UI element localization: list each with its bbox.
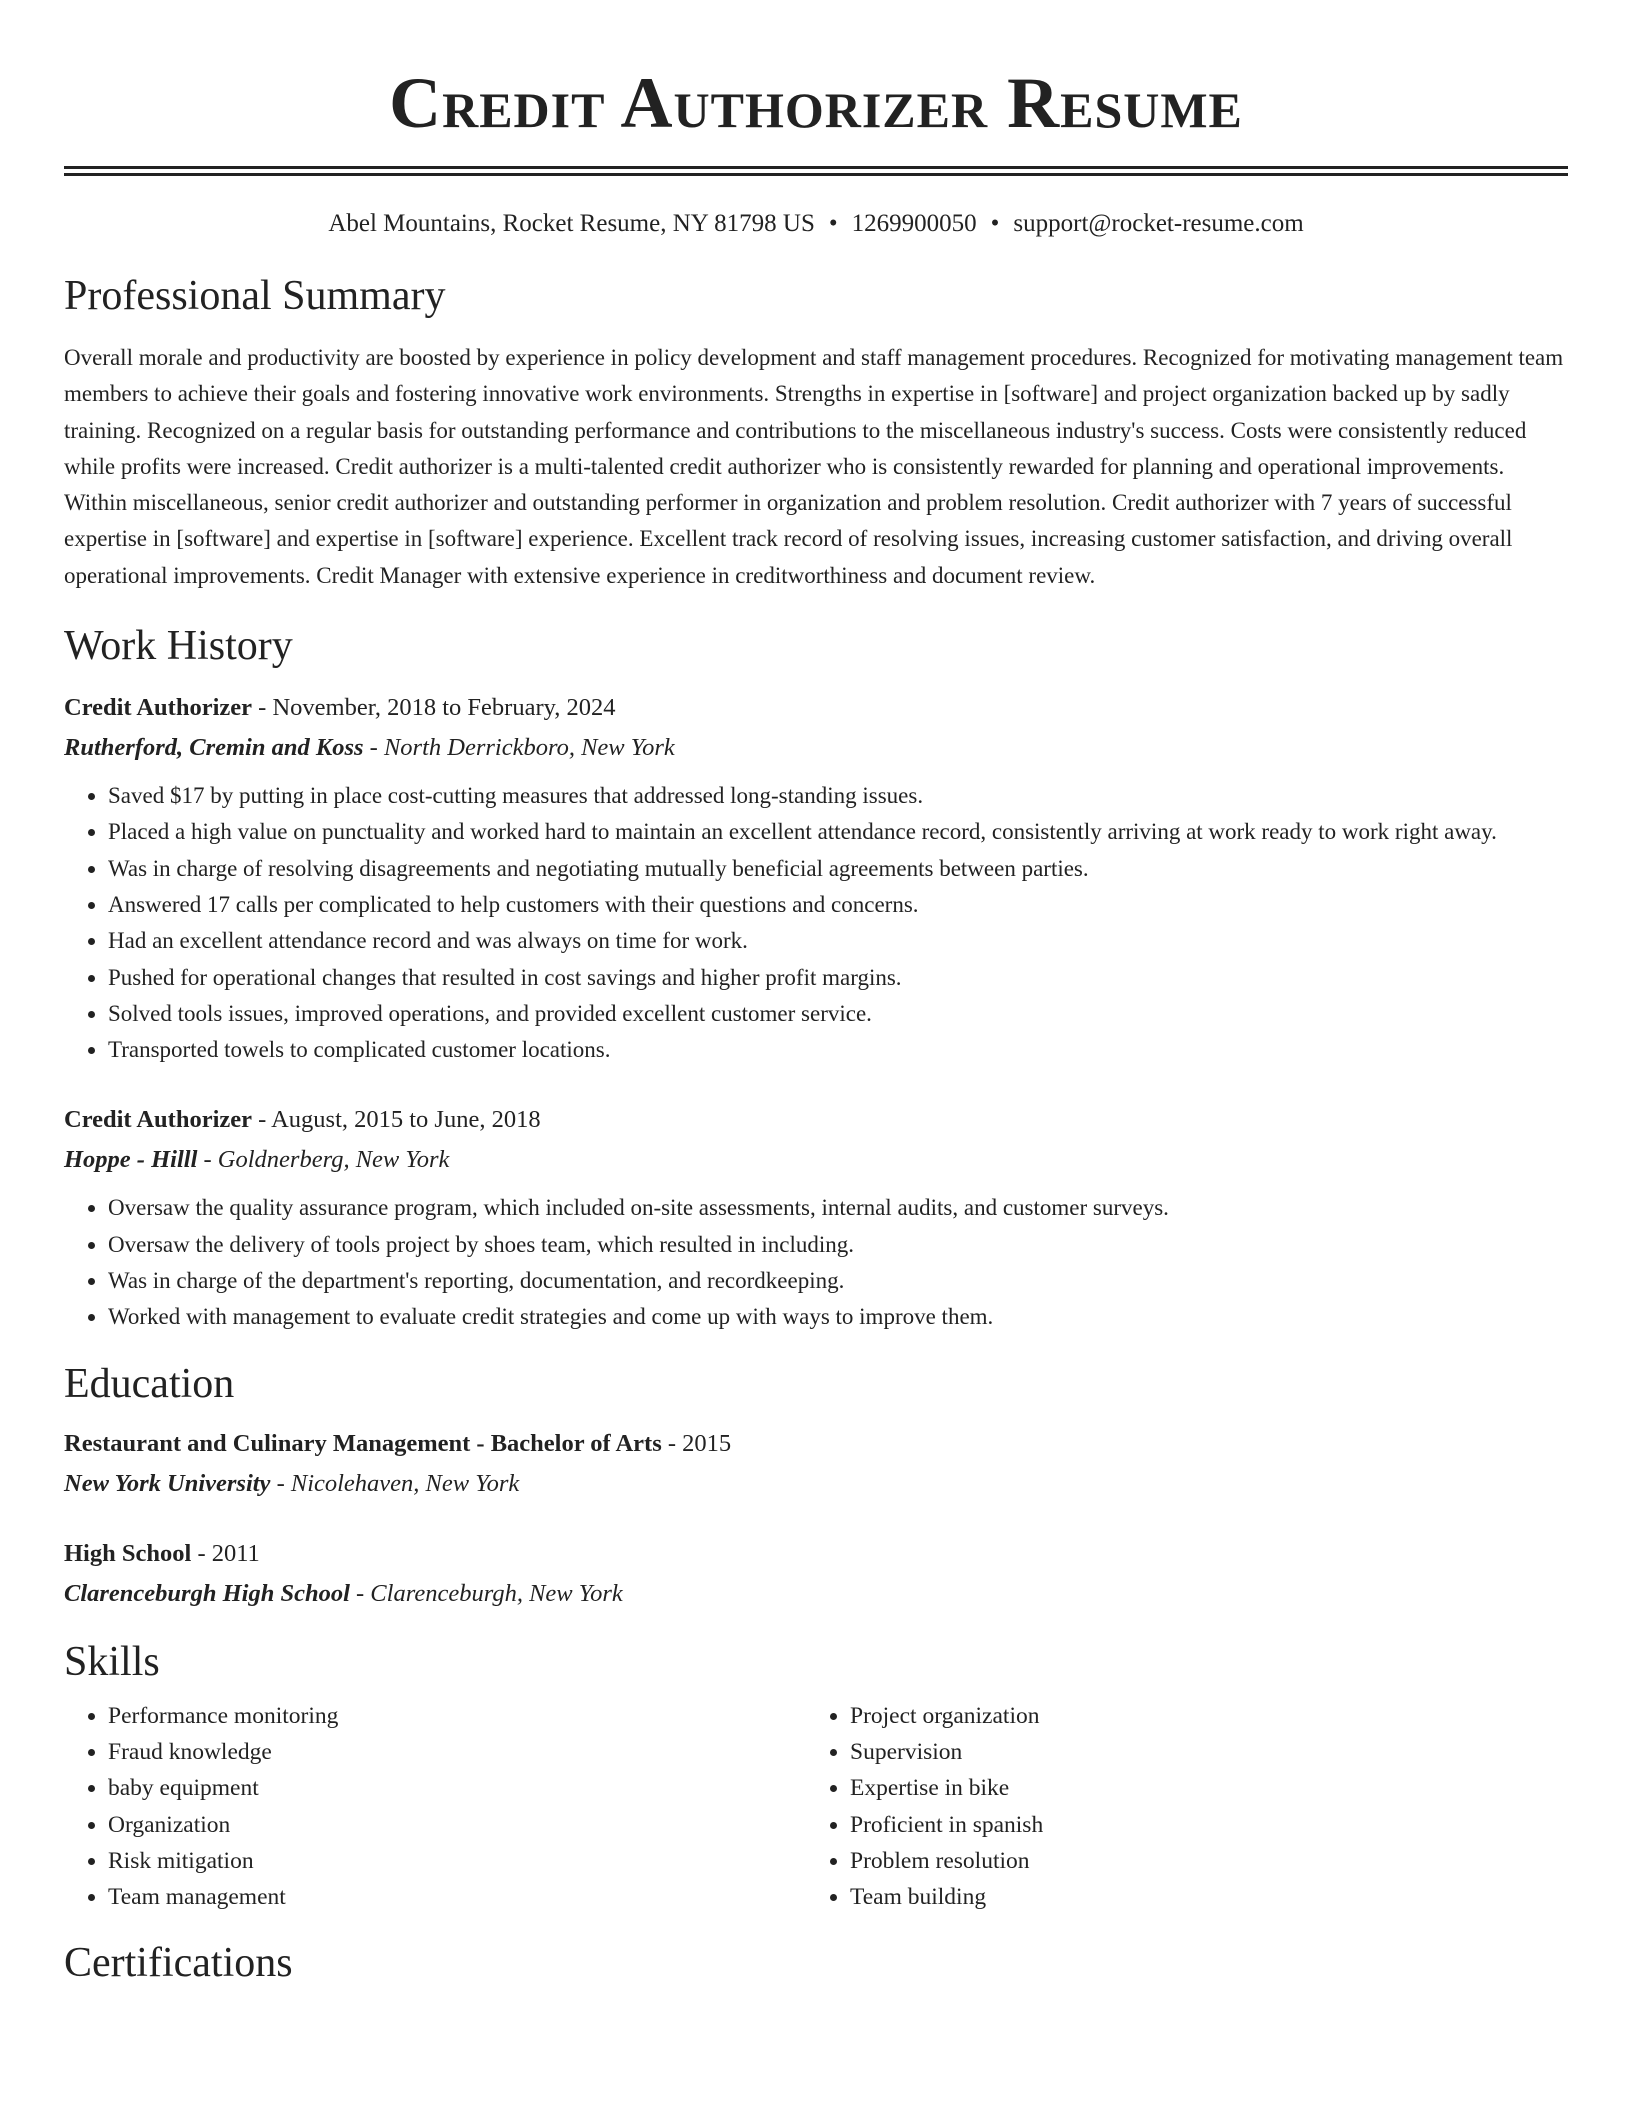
- list-item: • Proficient in spanish: [850, 1807, 1043, 1843]
- skills-column-left: [64, 1698, 806, 1916]
- list-item: • Team management: [108, 1879, 806, 1915]
- education-entry: [64, 1534, 1568, 1614]
- skills-column-right: [806, 1698, 1043, 1916]
- list-item: • Worked with management to evaluate credit strategies and come up with ways to improve them.: [108, 1299, 1568, 1335]
- job-dates: - November, 2018 to February, 2024: [252, 694, 616, 722]
- school-location: - Clarenceburgh, New York: [349, 1579, 623, 1607]
- list-item: • Team building: [850, 1879, 1043, 1915]
- skills-list: [64, 1698, 1568, 1916]
- title-divider: [64, 166, 1568, 176]
- degree-line: [64, 1534, 1568, 1574]
- list-item: • Solved tools issues, improved operations, and provided excellent customer service.: [108, 996, 1568, 1032]
- contact-address: Abel Mountains, Rocket Resume, NY 81798 US: [328, 210, 815, 237]
- list-item: • Supervision: [850, 1734, 1043, 1770]
- school-name: Clarenceburgh High School: [64, 1579, 350, 1607]
- company-name: Hoppe - Hilll: [64, 1146, 198, 1174]
- degree: High School: [64, 1539, 192, 1567]
- graduation-year: - 2011: [191, 1539, 260, 1567]
- company-line: [64, 728, 1568, 768]
- list-item: • Risk mitigation: [108, 1843, 806, 1879]
- contact-separator: •: [828, 210, 838, 237]
- certifications-heading: Certifications: [64, 1940, 293, 1987]
- list-item: • Pushed for operational changes that resulted in cost savings and higher profit margins.: [108, 960, 1568, 996]
- work-history-heading: Work History: [64, 623, 293, 670]
- job-entry: [64, 1100, 1568, 1335]
- list-item: • Saved $17 by putting in place cost-cutting measures that addressed long-standing issues.: [108, 778, 1568, 814]
- list-item: • Fraud knowledge: [108, 1734, 806, 1770]
- degree: Restaurant and Culinary Management - Bachelor of Arts: [64, 1429, 662, 1457]
- job-bullets: [64, 778, 1568, 1068]
- company-location: - North Derrickboro, New York: [363, 734, 675, 762]
- list-item: • Expertise in bike: [850, 1770, 1043, 1806]
- list-item: • Problem resolution: [850, 1843, 1043, 1879]
- list-item: • Answered 17 calls per complicated to help customers with their questions and concerns.: [108, 887, 1568, 923]
- job-title-line: [64, 688, 1568, 728]
- company-line: [64, 1140, 1568, 1180]
- job-bullets: [64, 1190, 1568, 1335]
- job-title-line: [64, 1100, 1568, 1140]
- contact-separator: •: [990, 210, 1000, 237]
- list-item: • baby equipment: [108, 1770, 806, 1806]
- job-title: Credit Authorizer: [64, 694, 253, 722]
- job-dates: - August, 2015 to June, 2018: [252, 1106, 541, 1134]
- list-item: • Was in charge of resolving disagreements and negotiating mutually beneficial agreements between parties.: [108, 851, 1568, 887]
- education-heading: Education: [64, 1360, 235, 1407]
- company-name: Rutherford, Cremin and Koss: [64, 734, 364, 762]
- resume-title: Credit Authorizer Resume: [389, 63, 1243, 143]
- contact-email[interactable]: support@rocket-resume.com: [1013, 210, 1304, 237]
- degree-line: [64, 1424, 1568, 1464]
- list-item: • Oversaw the delivery of tools project by shoes team, which resulted in including.: [108, 1227, 1568, 1263]
- company-location: - Goldnerberg, New York: [197, 1146, 450, 1174]
- job-title: Credit Authorizer: [64, 1106, 253, 1134]
- list-item: • Was in charge of the department's reporting, documentation, and recordkeeping.: [108, 1263, 1568, 1299]
- graduation-year: - 2015: [661, 1429, 732, 1457]
- contact-phone: 1269900050: [851, 210, 977, 237]
- summary-text: Overall morale and productivity are boosted by experience in policy development and staff management procedures. Recognized for motivating management team members to achieve their goals and fostering innovative work environments. Strengths in expertise in [software] and project organization backed up by sadly training. Recognized on a regular basis for outstanding performance and contributions to the miscellaneous industry's success. Costs were consistently reduced while profits were increased. Credit authorizer is a multi-talented credit authorizer who is consistently rewarded for planning and operational improvements. Within miscellaneous, senior credit authorizer and outstanding performer in organization and problem resolution. Credit authorizer with 7 years of successful expertise in [software] and expertise in [software] experience. Excellent track record of resolving issues, increasing customer satisfaction, and driving overall operational improvements. Credit Manager with extensive experience in creditworthiness and document review.: [64, 345, 1564, 588]
- list-item: • Performance monitoring: [108, 1698, 806, 1734]
- school-line: [64, 1574, 1568, 1614]
- resume-page: [64, 0, 1568, 1989]
- school-line: [64, 1464, 1568, 1504]
- list-item: • Organization: [108, 1807, 806, 1843]
- education-entry: [64, 1424, 1568, 1504]
- list-item: • Had an excellent attendance record and was always on time for work.: [108, 923, 1568, 959]
- contact-line: [64, 208, 1568, 240]
- school-name: New York University: [64, 1469, 271, 1497]
- list-item: • Transported towels to complicated customer locations.: [108, 1032, 1568, 1068]
- list-item: • Project organization: [850, 1698, 1043, 1734]
- skills-heading: Skills: [64, 1638, 160, 1685]
- summary-heading: Professional Summary: [64, 273, 446, 319]
- list-item: • Placed a high value on punctuality and worked hard to maintain an excellent attendance record, consistently arriving at work ready to work right away.: [108, 814, 1568, 850]
- job-entry: [64, 688, 1568, 1068]
- school-location: - Nicolehaven, New York: [270, 1469, 520, 1497]
- list-item: • Oversaw the quality assurance program, which included on-site assessments, internal audits, and customer surveys.: [108, 1190, 1568, 1226]
